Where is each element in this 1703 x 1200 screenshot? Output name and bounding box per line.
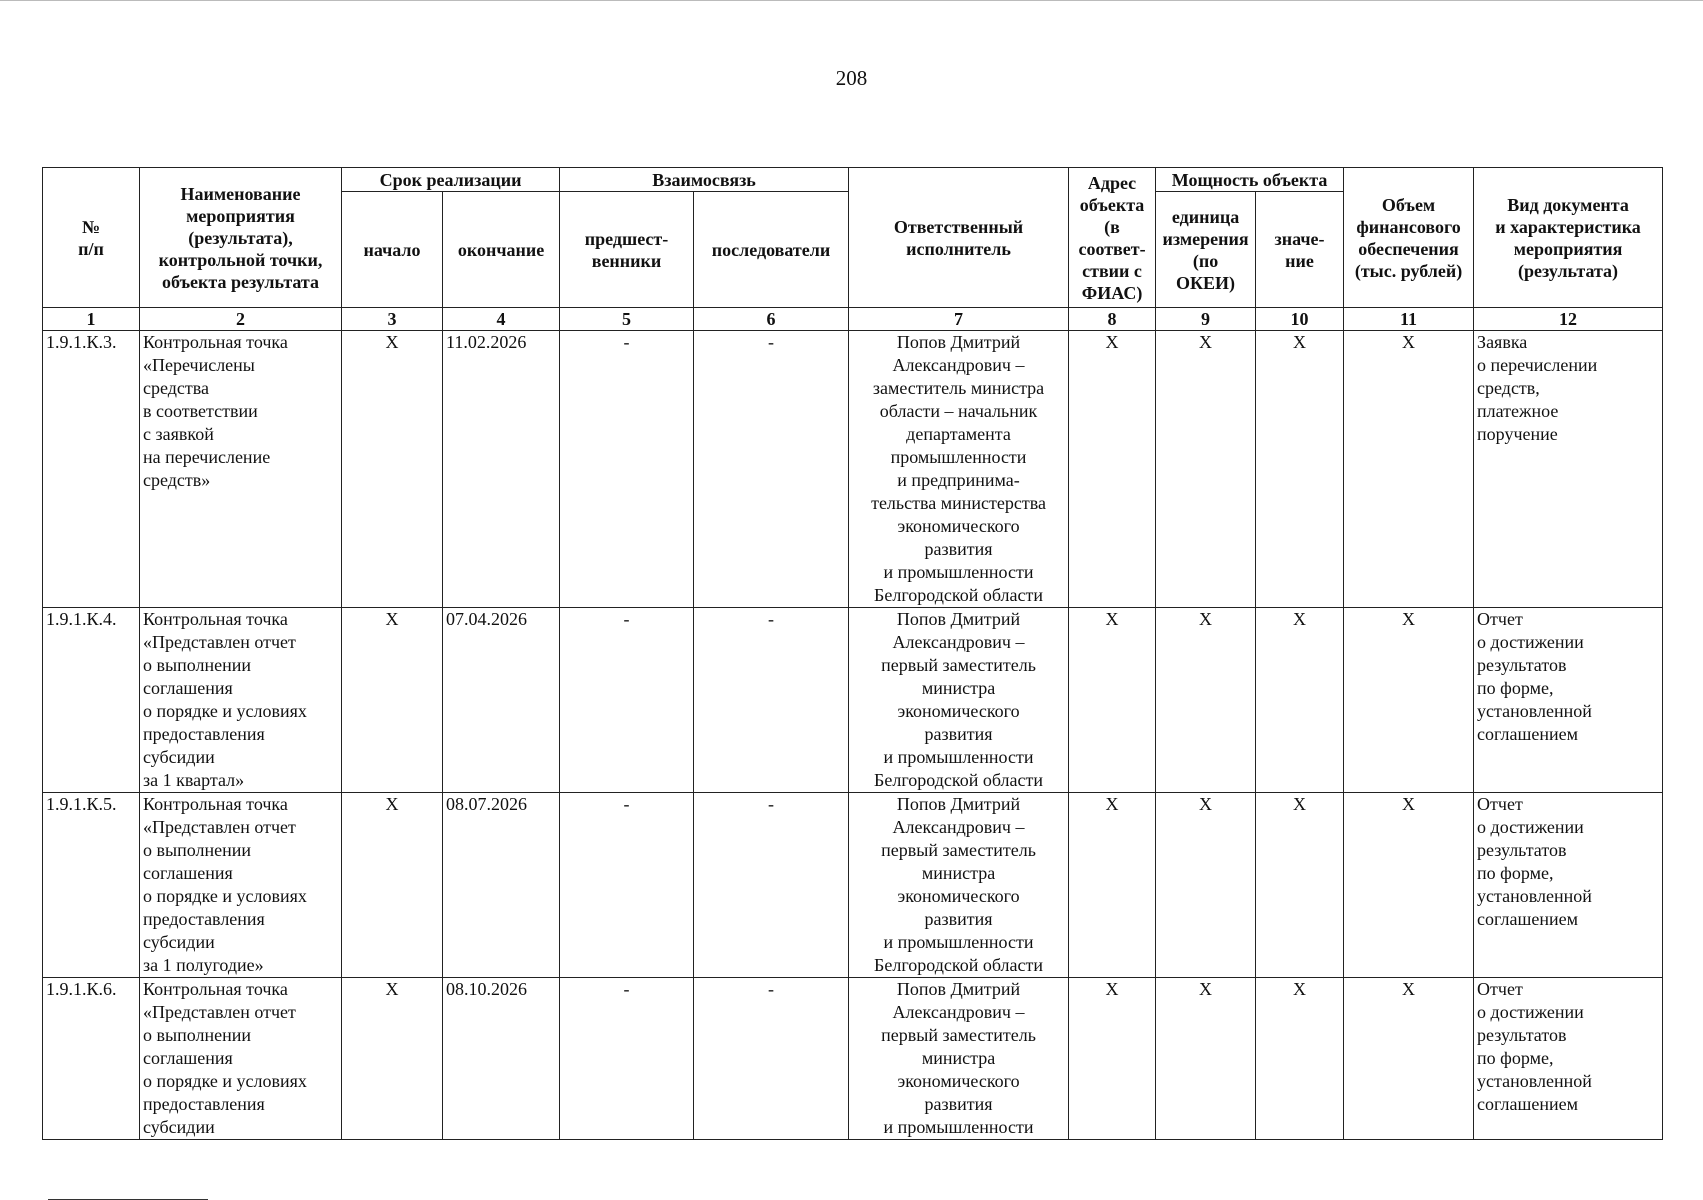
row-end: 08.07.2026 xyxy=(443,793,560,978)
row-financing: X xyxy=(1344,978,1474,1140)
row-unit: X xyxy=(1156,331,1256,608)
row-name: Контрольная точка «Представлен отчет о выполнении соглашения о порядке и условиях предоставления субсидии за 1 полугодие» xyxy=(140,793,342,978)
header-term: Срок реализации xyxy=(342,168,560,192)
row-financing: X xyxy=(1344,608,1474,793)
column-number-row xyxy=(43,308,1663,331)
row-end: 11.02.2026 xyxy=(443,331,560,608)
table-row xyxy=(43,331,1663,608)
header-address: Адрес объекта (в соответ- ствии с ФИАС) xyxy=(1069,168,1156,308)
row-num: 1.9.1.К.6. xyxy=(43,978,140,1140)
header-unit: единица измерения (по ОКЕИ) xyxy=(1156,192,1256,308)
row-end: 07.04.2026 xyxy=(443,608,560,793)
header-value: значе- ние xyxy=(1256,192,1344,308)
column-number: 10 xyxy=(1256,308,1344,331)
header-financing: Объем финансового обеспечения (тыс. рублей) xyxy=(1344,168,1474,308)
row-start: X xyxy=(342,793,443,978)
row-start: X xyxy=(342,608,443,793)
table-row xyxy=(43,608,1663,793)
row-name: Контрольная точка «Представлен отчет о выполнении соглашения о порядке и условиях предоставления субсидии xyxy=(140,978,342,1140)
page-number: 208 xyxy=(835,66,868,90)
header-capacity: Мощность объекта xyxy=(1156,168,1344,192)
row-unit: X xyxy=(1156,608,1256,793)
row-value: X xyxy=(1256,608,1344,793)
row-name: Контрольная точка «Представлен отчет о выполнении соглашения о порядке и условиях предоставления субсидии за 1 квартал» xyxy=(140,608,342,793)
row-value: X xyxy=(1256,331,1344,608)
row-predecessors: - xyxy=(560,978,694,1140)
column-number: 7 xyxy=(849,308,1069,331)
row-responsible: Попов Дмитрий Александрович – первый заместитель министра экономического развития и промышленности Белгородской области xyxy=(849,608,1069,793)
row-end: 08.10.2026 xyxy=(443,978,560,1140)
column-number: 6 xyxy=(694,308,849,331)
row-doc-type: Отчет о достижении результатов по форме, установленной соглашением xyxy=(1474,608,1663,793)
row-num: 1.9.1.К.5. xyxy=(43,793,140,978)
row-address: X xyxy=(1069,331,1156,608)
column-number: 9 xyxy=(1156,308,1256,331)
row-value: X xyxy=(1256,793,1344,978)
column-number: 5 xyxy=(560,308,694,331)
row-financing: X xyxy=(1344,331,1474,608)
header-predecessors: предшест- венники xyxy=(560,192,694,308)
row-unit: X xyxy=(1156,793,1256,978)
row-successors: - xyxy=(694,331,849,608)
header-successors: последователи xyxy=(694,192,849,308)
header-end: окончание xyxy=(443,192,560,308)
column-number: 4 xyxy=(443,308,560,331)
row-responsible: Попов Дмитрий Александрович – первый заместитель министра экономического развития и промышленности Белгородской области xyxy=(849,793,1069,978)
row-predecessors: - xyxy=(560,608,694,793)
row-responsible: Попов Дмитрий Александрович – первый заместитель министра экономического развития и промышленности xyxy=(849,978,1069,1140)
header-name: Наименование мероприятия (результата), контрольной точки, объекта результата xyxy=(140,168,342,308)
row-start: X xyxy=(342,331,443,608)
row-address: X xyxy=(1069,978,1156,1140)
row-value: X xyxy=(1256,978,1344,1140)
row-predecessors: - xyxy=(560,793,694,978)
row-name: Контрольная точка «Перечислены средства в соответствии с заявкой на перечисление средств» xyxy=(140,331,342,608)
row-successors: - xyxy=(694,608,849,793)
top-rule xyxy=(0,0,1703,1)
table-row xyxy=(43,793,1663,978)
column-number: 3 xyxy=(342,308,443,331)
header-responsible: Ответственный исполнитель xyxy=(849,168,1069,308)
column-number: 2 xyxy=(140,308,342,331)
row-start: X xyxy=(342,978,443,1140)
row-doc-type: Отчет о достижении результатов по форме, установленной соглашением xyxy=(1474,793,1663,978)
row-address: X xyxy=(1069,608,1156,793)
row-address: X xyxy=(1069,793,1156,978)
table-row xyxy=(43,978,1663,1140)
row-unit: X xyxy=(1156,978,1256,1140)
row-doc-type: Заявка о перечислении средств, платежное поручение xyxy=(1474,331,1663,608)
header-num: № п/п xyxy=(43,168,140,308)
row-financing: X xyxy=(1344,793,1474,978)
row-successors: - xyxy=(694,978,849,1140)
column-number: 11 xyxy=(1344,308,1474,331)
row-doc-type: Отчет о достижении результатов по форме, установленной соглашением xyxy=(1474,978,1663,1140)
row-num: 1.9.1.К.4. xyxy=(43,608,140,793)
column-number: 1 xyxy=(43,308,140,331)
row-successors: - xyxy=(694,793,849,978)
header-relation: Взаимосвязь xyxy=(560,168,849,192)
column-number: 12 xyxy=(1474,308,1663,331)
header-start: начало xyxy=(342,192,443,308)
row-num: 1.9.1.К.3. xyxy=(43,331,140,608)
activities-table xyxy=(42,167,1663,1140)
header-doc-type: Вид документа и характеристика мероприятия (результата) xyxy=(1474,168,1663,308)
row-responsible: Попов Дмитрий Александрович – заместитель министра области – начальник департамента промышленности и предпринима- тельства министерства экономического развития и промышленности Белгородской области xyxy=(849,331,1069,608)
row-predecessors: - xyxy=(560,331,694,608)
column-number: 8 xyxy=(1069,308,1156,331)
